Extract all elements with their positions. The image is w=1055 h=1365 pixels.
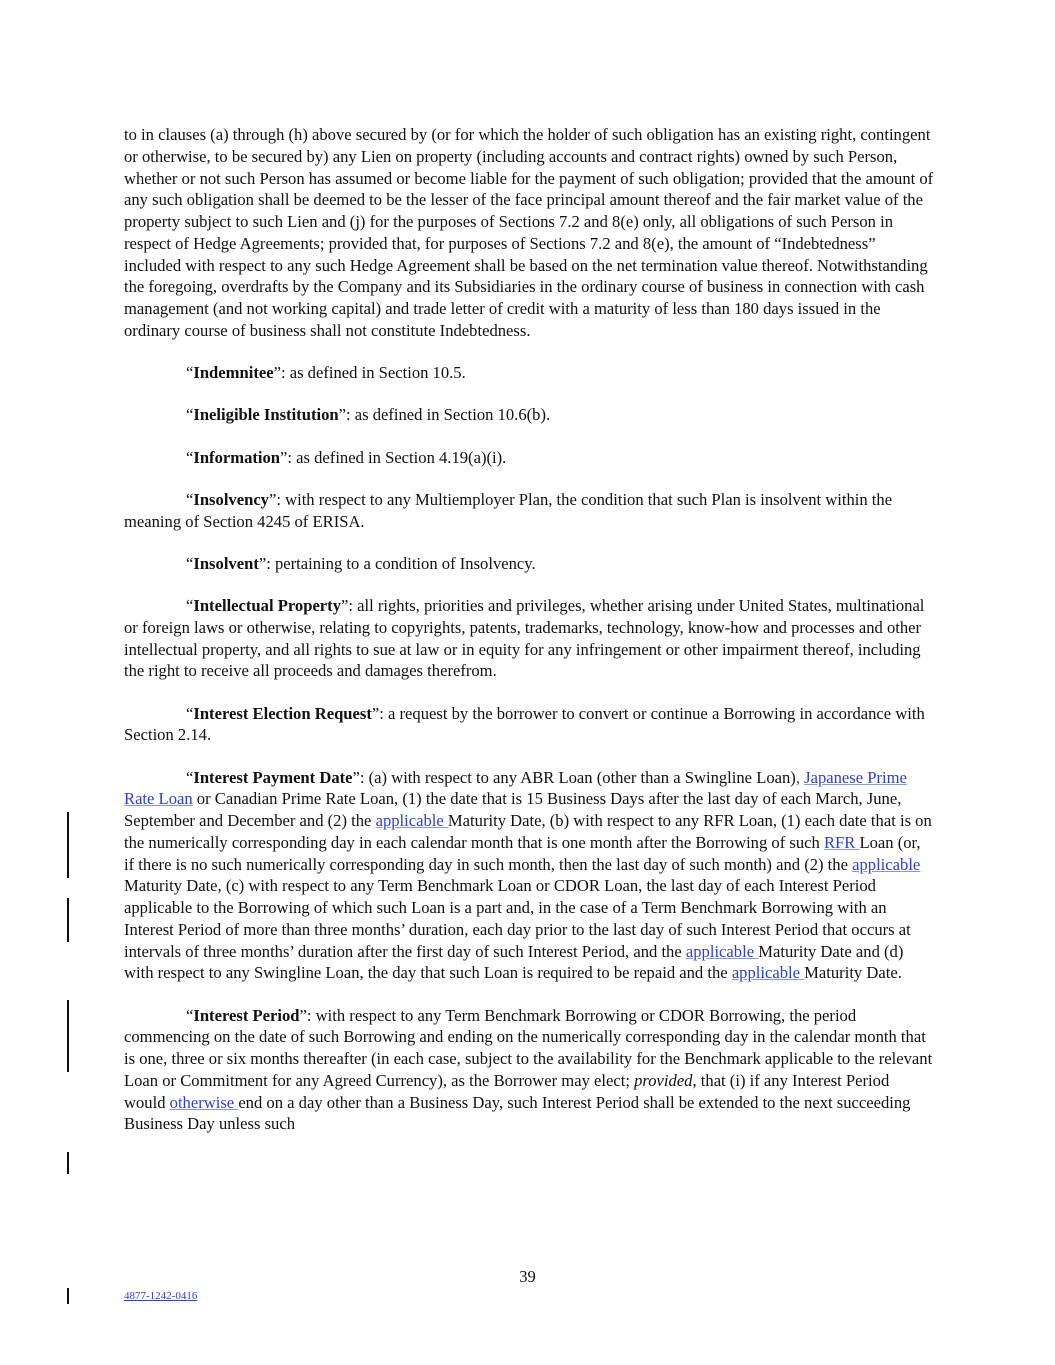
term: Interest Election Request	[193, 703, 372, 723]
definition-interest-election-request	[124, 703, 934, 747]
definition-text: , that (i) if any Interest Period would	[124, 1070, 890, 1112]
definition-indemnitee	[124, 362, 934, 384]
open-quote: “	[186, 596, 194, 615]
definition-information	[124, 447, 934, 469]
applicable-link[interactable]: applicable	[731, 963, 805, 983]
definition-interest-period	[124, 1005, 934, 1136]
rfr-link[interactable]: RFR	[823, 832, 860, 852]
definition-text: or Canadian Prime Rate Loan, (1) the date that is 15 Business Days after the last day of each March, June, September and December and (2) the	[124, 789, 902, 830]
indebtedness-continuation: to in clauses (a) through (h) above secured by (or for which the holder of such obligation has an existing right, contingent or otherwise, to be secured by) any Lien on property (including accounts and contract rights) owned by such Person, whether or not such Person has assumed or become liable for the payment of such obligation; provided that the amount of any such obligation shall be deemed to be the lesser of the face principal amount thereof and the fair market value of the property subject to such Lien and (j) for the purposes of Sections 7.2 and 8(e) only, all obligations of such Person in respect of Hedge Agreements; provided that, for purposes of Sections 7.2 and 8(e), the amount of “Indebtedness” included with respect to any such Hedge Agreement shall be based on the net termination value thereof. Notwithstanding the foregoing, overdrafts by the Company and its Subsidiaries in the ordinary course of business in connection with cash management (and not working capital) and trade letter of credit with a maturity of less than 180 days issued in the ordinary course of business shall not constitute Indebtedness.	[124, 125, 934, 340]
definition-text: end on a day other than a Business Day, such Interest Period shall be extended to the next succeeding Business Day unless such	[124, 1092, 911, 1134]
change-bar	[67, 1152, 69, 1174]
open-quote: “	[186, 767, 194, 787]
term: Information	[193, 447, 281, 467]
definition-interest-payment-date	[124, 767, 934, 985]
definition-text: Loan (or, if there is no such numerically corresponding day in such month, then the last day of such month) and (2) the	[124, 832, 921, 874]
definition-text: ”: with respect to any Term Benchmark Borrowing or CDOR Borrowing, the period commencing on the date of such Borrowing and ending on the numerically corresponding day in the calendar month that is one, three or six months thereafter (in each case, subject to the availability for the Benchmark applicable to the relevant Loan or Commitment for any Agreed Currency), as the Borrower may elect;	[124, 1005, 933, 1090]
definition-insolvent	[124, 553, 934, 575]
open-quote: “	[186, 447, 194, 467]
provided-italic: provided	[634, 1070, 693, 1090]
definition-text: ”: (a) with respect to any ABR Loan (other than a Swingline Loan)	[352, 767, 796, 787]
open-quote: “	[186, 553, 194, 573]
applicable-link[interactable]: applicable	[375, 811, 448, 830]
term: Interest Payment Date	[193, 767, 353, 787]
inserted-comma-link[interactable]: ,	[795, 767, 800, 787]
definition-intellectual-property	[124, 595, 934, 682]
change-bar	[67, 1000, 69, 1072]
definition-text: Maturity Date, (c) with respect to any Term Benchmark Loan or CDOR Loan, the last day of each Interest Period applicable to the Borrowing of which such Loan is a part and, in the case of a Term Benchmark Borrowing with an Interest Period of more than three months’ duration, each day prior to the last day of such Interest Period that occurs at intervals of three months’ duration after the first day of such Interest Period, and the	[124, 876, 911, 961]
definition-text: Maturity Date and (d) with respect to any Swingline Loan, the day that such Loan is required to be repaid and the	[124, 941, 904, 983]
document-id-link[interactable]: 4877-1242-0416	[124, 1290, 198, 1302]
definition-text: ”: as defined in Section 10.5.	[273, 363, 466, 382]
definition-text: Maturity Date, (b) with respect to any RFR Loan, (1) each date that is on the numerically corresponding day in each calendar month that is one month after the Borrowing of such	[124, 811, 932, 852]
open-quote: “	[186, 405, 194, 425]
term: Ineligible Institution	[193, 405, 339, 425]
definition-text: ”: as defined in Section 10.6(b).	[338, 405, 551, 425]
open-quote: “	[186, 363, 194, 382]
definition-text: Maturity Date.	[804, 963, 902, 983]
open-quote: “	[186, 489, 194, 509]
definition-text: ”: a request by the borrower to convert or continue a Borrowing in accordance with Section 2.14.	[124, 703, 925, 745]
definition-ineligible-institution	[124, 404, 934, 426]
term: Interest Period	[193, 1005, 300, 1025]
definition-text: ”: all rights, priorities and privileges, whether arising under United States, multinational or foreign laws or otherwise, relating to copyrights, patents, trademarks, technology, know-how and processes and other intellectual property, and all rights to sue at law or in equity for any infringement or other impairment thereof, including the right to receive all proceeds and damages therefrom.	[124, 596, 925, 681]
applicable-link[interactable]: applicable	[852, 854, 921, 874]
otherwise-link[interactable]: otherwise	[169, 1092, 239, 1112]
open-quote: “	[186, 1005, 194, 1025]
change-bar	[67, 1288, 69, 1304]
page-number: 39	[519, 1267, 536, 1286]
japanese-prime-rate-loan-link[interactable]: Japanese Prime Rate Loan	[124, 767, 907, 809]
open-quote: “	[186, 703, 194, 723]
change-bar	[67, 812, 69, 878]
change-bar	[67, 898, 69, 942]
applicable-link[interactable]: applicable	[685, 941, 759, 961]
term: Indemnitee	[193, 363, 274, 382]
term: Insolvent	[193, 553, 259, 573]
definition-insolvency	[124, 489, 934, 533]
term: Insolvency	[193, 489, 269, 509]
definition-text: ”: as defined in Section 4.19(a)(i).	[280, 447, 507, 467]
definition-text: ”: with respect to any Multiemployer Plan, the condition that such Plan is insolvent within the meaning of Section 4245 of ERISA.	[124, 489, 893, 531]
definition-text: ”: pertaining to a condition of Insolvency.	[258, 553, 536, 573]
document-page	[124, 124, 934, 1156]
term: Intellectual Property	[193, 596, 341, 615]
